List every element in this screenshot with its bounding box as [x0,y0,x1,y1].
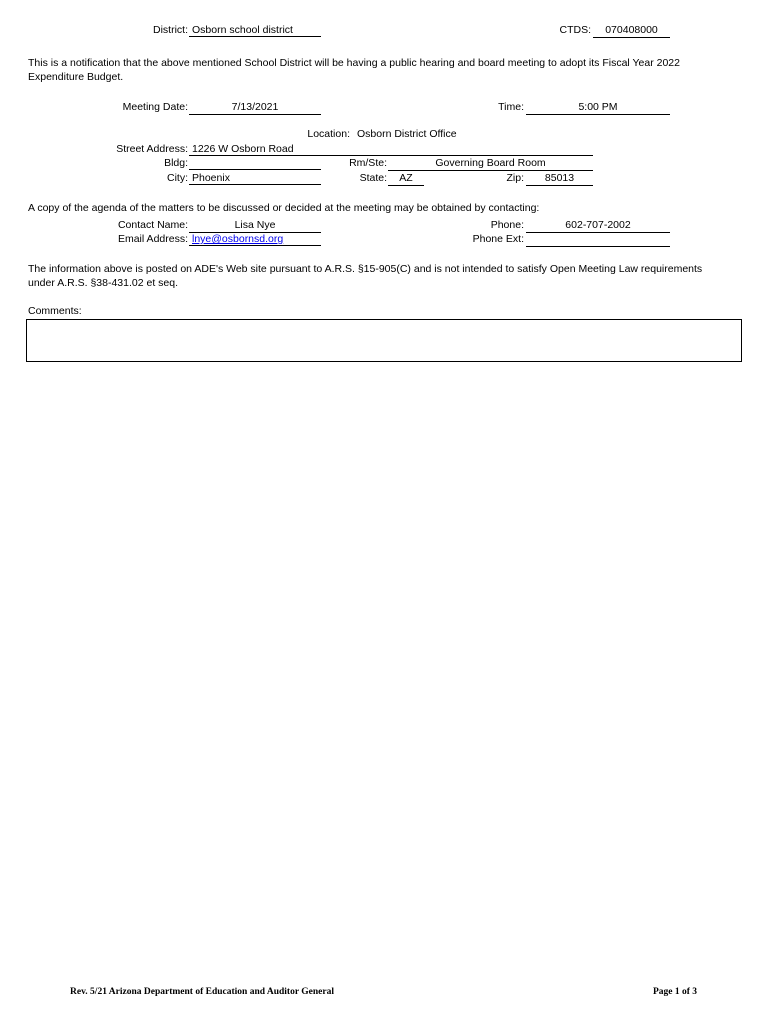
phone-ext-label: Phone Ext: [472,233,524,245]
contact-name-field[interactable]: Lisa Nye [189,219,321,233]
time-field[interactable]: 5:00 PM [526,101,670,115]
meeting-date-field[interactable]: 7/13/2021 [189,101,321,115]
phone-ext-field[interactable] [526,233,670,247]
meeting-date-label: Meeting Date: [122,101,188,113]
disclaimer-text: The information above is posted on ADE's Web site pursuant to A.R.S. §15-905(C) and is not intended to satisfy Open Meeting Law requirements under A.R.S. §38-431.02 et seq. [28,263,703,289]
footer-revision: Rev. 5/21 Arizona Department of Education and Auditor General [70,987,334,997]
footer-page-number: Page 1 of 3 [653,987,698,997]
location-label: Location: [307,128,350,140]
rm-ste-field[interactable]: Governing Board Room [388,157,593,171]
district-field[interactable]: Osborn school district [189,24,321,37]
city-field[interactable]: Phoenix [189,172,321,185]
state-label: State: [359,172,387,184]
comments-label: Comments: [28,305,82,317]
street-address-field[interactable]: 1226 W Osborn Road [189,143,593,156]
time-label: Time: [498,101,524,113]
email-link[interactable]: lnye@osbornsd.org [192,233,284,245]
email-field[interactable] [189,233,321,246]
rm-ste-label: Rm/Ste: [349,157,387,169]
state-field[interactable]: AZ [388,172,424,186]
comments-box[interactable] [26,319,742,362]
phone-field[interactable]: 602-707-2002 [526,219,670,233]
comments-value [27,320,741,326]
zip-label: Zip: [506,172,524,184]
location-value[interactable]: Osborn District Office [357,128,457,140]
email-label: Email Address: [117,233,188,245]
ctds-label: CTDS: [559,24,591,36]
district-label: District: [153,24,188,36]
contact-name-label: Contact Name: [117,219,188,231]
zip-field[interactable]: 85013 [526,172,593,186]
city-label: City: [167,172,188,184]
bldg-label: Bldg: [164,157,188,169]
phone-label: Phone: [490,219,524,231]
notice-text: This is a notification that the above mentioned School District will be having a public hearing and board meeting to adopt its Fiscal Year 2022 Expenditure Budget. [28,57,680,83]
agenda-text: A copy of the agenda of the matters to be discussed or decided at the meeting may be obtained by contacting: [28,202,540,214]
street-address-label: Street Address: [116,143,188,155]
ctds-field[interactable]: 070408000 [593,24,670,38]
